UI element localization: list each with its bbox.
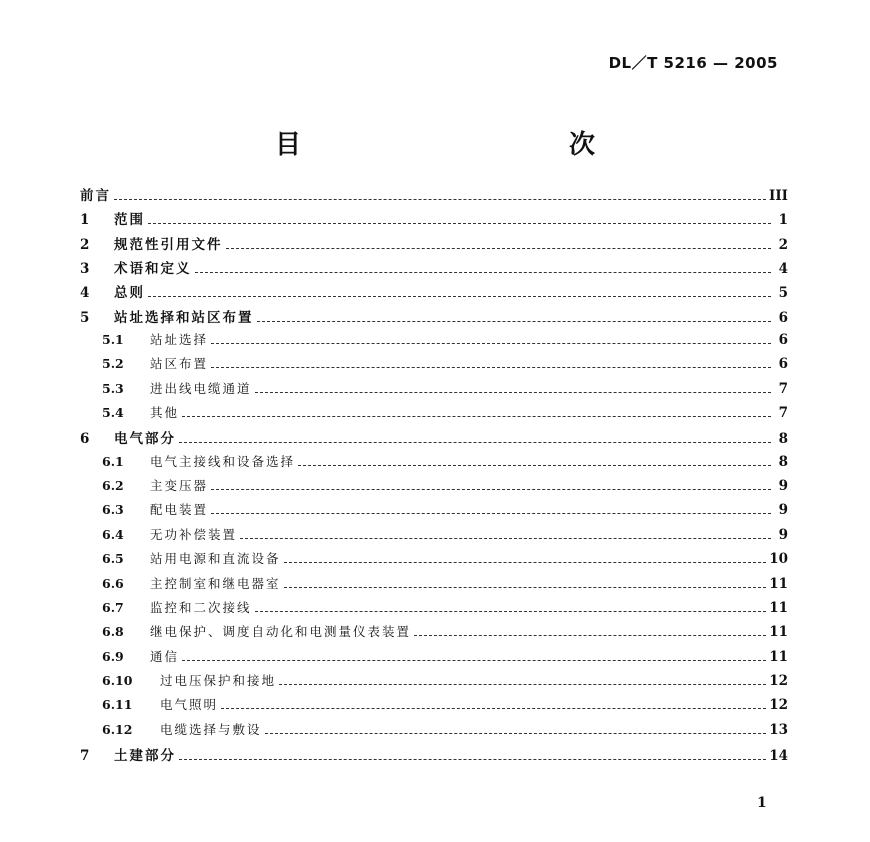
toc-entry-number: 6.3 [102, 502, 124, 518]
toc-entry[interactable] [80, 744, 788, 768]
toc-entry[interactable] [80, 598, 788, 622]
toc-entry-number: 7 [80, 747, 90, 764]
dot-leader [195, 272, 772, 273]
toc-entry-number: 6.1 [102, 453, 124, 469]
toc-entry-label: 站用电源和直流设备 [150, 551, 281, 567]
toc-entry[interactable] [80, 403, 788, 427]
toc-entry[interactable] [80, 306, 788, 330]
toc-entry-number: 6.5 [102, 551, 124, 567]
toc-entry-label: 通信 [150, 648, 180, 664]
toc-entry[interactable] [80, 549, 788, 573]
toc-entry[interactable] [80, 500, 788, 524]
toc-entry[interactable] [80, 574, 788, 598]
toc-entry-label: 主控制室和继电器室 [150, 575, 281, 591]
toc-entry-number: 6.4 [102, 526, 124, 542]
dot-leader [255, 392, 771, 393]
dot-leader [182, 416, 771, 417]
table-of-contents [80, 184, 788, 768]
toc-entry-number: 6.2 [102, 478, 124, 494]
toc-entry-page: 5 [778, 285, 788, 302]
toc-entry-page: 11 [769, 575, 788, 592]
toc-entry[interactable] [80, 233, 788, 257]
toc-entry-page: 11 [769, 624, 788, 641]
dot-leader [240, 538, 771, 539]
standard-code: DL／T 5216 — 2005 [608, 54, 778, 72]
toc-entry-page: 2 [778, 236, 788, 253]
toc-entry-page: 9 [778, 526, 788, 543]
toc-entry[interactable] [80, 208, 788, 232]
toc-entry-label: 无功补偿装置 [150, 526, 238, 542]
toc-entry-number: 2 [80, 236, 90, 253]
toc-entry-label: 术语和定义 [114, 261, 192, 278]
dot-leader [284, 562, 767, 563]
toc-entry-label: 规范性引用文件 [114, 236, 223, 253]
toc-entry[interactable] [80, 257, 788, 281]
toc-entry[interactable] [80, 695, 788, 719]
dot-leader [179, 759, 766, 760]
toc-entry-number: 6.6 [102, 575, 124, 591]
toc-entry-page: 12 [769, 697, 788, 714]
dot-leader [179, 442, 771, 443]
toc-entry-page: 9 [778, 478, 788, 495]
toc-entry-page: 9 [778, 502, 788, 519]
toc-entry-number: 6.10 [102, 672, 133, 688]
toc-entry-label: 电气主接线和设备选择 [150, 453, 296, 469]
dot-leader [211, 343, 771, 344]
toc-entry-label: 其他 [150, 405, 180, 421]
toc-entry-number: 6.12 [102, 721, 133, 737]
dot-leader [279, 684, 766, 685]
dot-leader [284, 587, 767, 588]
dot-leader [148, 223, 771, 224]
toc-entry-label: 范围 [114, 212, 145, 229]
dot-leader [211, 367, 771, 368]
toc-entry[interactable] [80, 281, 788, 305]
toc-entry-page: 4 [778, 261, 788, 278]
dot-leader [114, 199, 766, 200]
toc-entry-number: 5.2 [102, 356, 124, 372]
toc-entry[interactable] [80, 379, 788, 403]
toc-entry-label: 配电装置 [150, 502, 209, 518]
toc-entry-label: 土建部分 [114, 747, 176, 764]
toc-entry-label: 继电保护、调度自动化和电测量仪表装置 [150, 624, 412, 640]
toc-entry-label: 电气照明 [160, 697, 219, 713]
toc-entry-number: 6.11 [102, 697, 133, 713]
toc-entry-page: 14 [769, 747, 788, 764]
dot-leader [211, 513, 771, 514]
toc-entry[interactable] [80, 720, 788, 744]
toc-entry[interactable] [80, 476, 788, 500]
toc-entry[interactable] [80, 330, 788, 354]
toc-entry-page: 6 [778, 356, 788, 373]
toc-entry-page: 6 [778, 332, 788, 349]
toc-entry-page: 8 [778, 453, 788, 470]
toc-entry-number: 6.8 [102, 624, 124, 640]
dot-leader [221, 708, 766, 709]
toc-entry-label: 电缆选择与敷设 [160, 721, 262, 737]
toc-entry-label: 监控和二次接线 [150, 599, 252, 615]
toc-entry-label: 总则 [114, 285, 145, 302]
dot-leader [211, 489, 771, 490]
dot-leader [414, 635, 766, 636]
toc-entry[interactable] [80, 525, 788, 549]
dot-leader [182, 660, 766, 661]
toc-entry-page: 13 [769, 721, 788, 738]
toc-entry-page: 7 [778, 405, 788, 422]
toc-entry-label: 站址选择 [150, 332, 209, 348]
toc-entry[interactable] [80, 671, 788, 695]
toc-entry-label: 站区布置 [150, 356, 209, 372]
toc-entry-label: 过电压保护和接地 [160, 672, 277, 688]
toc-entry-number: 5.4 [102, 405, 124, 421]
toc-entry-number: 4 [80, 285, 90, 302]
toc-entry[interactable] [80, 184, 788, 208]
toc-entry-number: 3 [80, 261, 90, 278]
toc-entry-page: 11 [769, 648, 788, 665]
toc-entry-page: 11 [769, 599, 788, 616]
dot-leader [255, 611, 767, 612]
toc-entry[interactable] [80, 452, 788, 476]
toc-entry-page: 12 [769, 672, 788, 689]
dot-leader [298, 465, 771, 466]
toc-entry-page: 7 [778, 380, 788, 397]
dot-leader [265, 733, 767, 734]
toc-entry[interactable] [80, 427, 788, 451]
toc-entry-number: 6 [80, 431, 90, 448]
page-number: 1 [757, 795, 767, 811]
toc-entry[interactable] [80, 354, 788, 378]
toc-entry-page: 1 [778, 212, 788, 229]
toc-entry-page: 6 [778, 309, 788, 326]
toc-entry-page: 8 [778, 431, 788, 448]
toc-entry-page: III [769, 188, 788, 204]
toc-entry-number: 1 [80, 212, 90, 229]
toc-entry-number: 5.1 [102, 332, 124, 348]
dot-leader [148, 296, 771, 297]
toc-entry-label: 前言 [80, 188, 111, 204]
toc-entry-label: 进出线电缆通道 [150, 380, 252, 396]
toc-entry-label: 电气部分 [114, 431, 176, 448]
page-title: 目 次 [274, 130, 667, 160]
toc-entry-number: 6.9 [102, 648, 124, 664]
toc-entry[interactable] [80, 647, 788, 671]
dot-leader [226, 248, 772, 249]
toc-entry-number: 5 [80, 309, 90, 326]
toc-entry-number: 6.7 [102, 599, 124, 615]
toc-entry-number: 5.3 [102, 380, 124, 396]
toc-entry[interactable] [80, 622, 788, 646]
toc-entry-page: 10 [769, 551, 788, 568]
toc-entry-label: 主变压器 [150, 478, 209, 494]
toc-entry-label: 站址选择和站区布置 [114, 309, 254, 326]
dot-leader [257, 321, 772, 322]
